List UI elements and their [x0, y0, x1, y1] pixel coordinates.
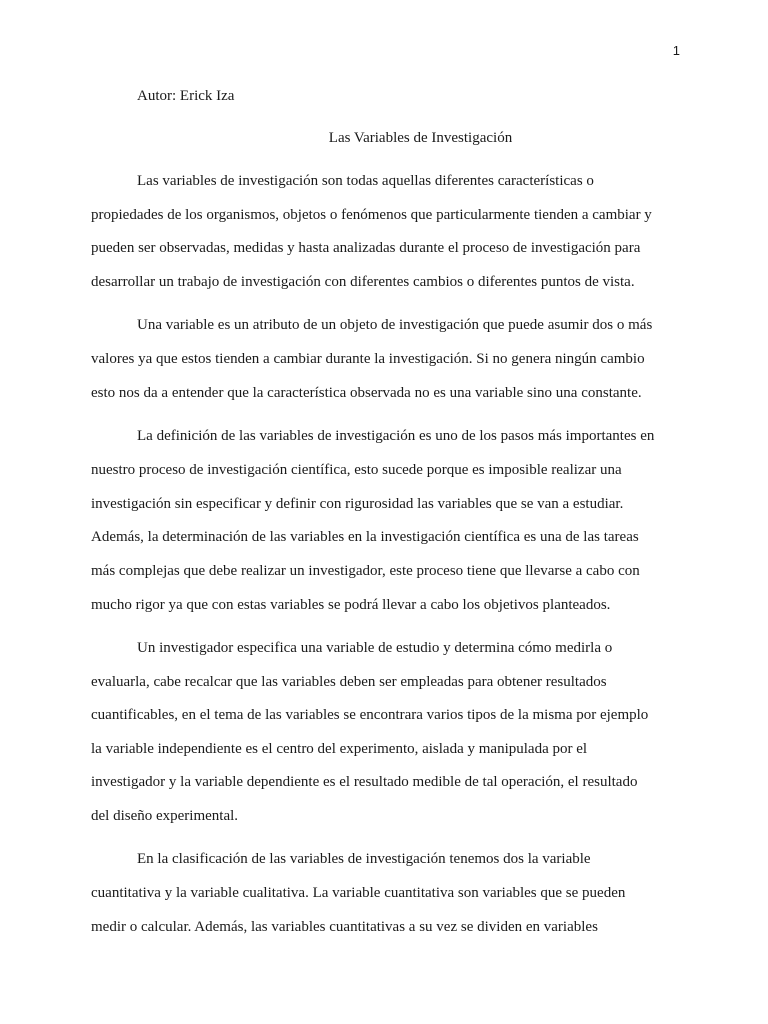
paragraph-line: desarrollar un trabajo de investigación con diferentes cambios o diferentes puntos de vista.	[91, 274, 635, 290]
paragraph-line: medir o calcular. Además, las variables cuantitativas a su vez se dividen en variables	[91, 919, 598, 935]
page-number: 1	[672, 43, 680, 58]
author-line: Autor: Erick Iza	[137, 88, 235, 104]
paragraph-line: del diseño experimental.	[91, 808, 239, 824]
paragraph-line: esto nos da a entender que la característica observada no es una variable sino una constante.	[91, 385, 642, 401]
paragraph-line: mucho rigor ya que con estas variables se podrá llevar a cabo los objetivos planteados.	[91, 597, 611, 613]
paragraph-line: la variable independiente es el centro del experimento, aislada y manipulada por el	[91, 741, 588, 757]
paragraph-line: cuantitativa y la variable cualitativa. La variable cuantitativa son variables que se pueden	[91, 885, 626, 901]
paragraph-line: La definición de las variables de investigación es uno de los pasos más importantes en	[137, 428, 655, 444]
paragraph-line: valores ya que estos tienden a cambiar durante la investigación. Si no genera ningún cambio	[91, 351, 645, 367]
paragraph-line: cuantificables, en el tema de las variables se encontrara varios tipos de la misma por ejemplo	[91, 707, 649, 723]
paragraph-line: Además, la determinación de las variables en la investigación científica es una de las tareas	[91, 529, 639, 545]
paragraph-line: investigador y la variable dependiente es el resultado medible de tal operación, el resultado	[91, 774, 638, 790]
paragraph-line: Un investigador especifica una variable de estudio y determina cómo medirla o	[137, 640, 613, 656]
document-title: Las Variables de Investigación	[328, 130, 513, 146]
paragraph-line: Las variables de investigación son todas aquellas diferentes características o	[137, 173, 594, 189]
paragraph-line: nuestro proceso de investigación científica, esto sucede porque es imposible realizar una	[91, 462, 622, 478]
paragraph-line: evaluarla, cabe recalcar que las variables deben ser empleadas para obtener resultados	[91, 674, 607, 690]
paragraph-line: propiedades de los organismos, objetos o fenómenos que particularmente tienden a cambiar y	[91, 207, 652, 223]
paragraph-line: investigación sin especificar y definir con rigurosidad las variables que se van a estudiar.	[91, 496, 624, 512]
paragraph-line: En la clasificación de las variables de investigación tenemos dos la variable	[137, 851, 591, 867]
paragraph-line: Una variable es un atributo de un objeto de investigación que puede asumir dos o más	[137, 317, 653, 333]
paragraph-line: pueden ser observadas, medidas y hasta analizadas durante el proceso de investigación para	[91, 240, 641, 256]
paragraph-line: más complejas que debe realizar un investigador, este proceso tiene que llevarse a cabo con	[91, 563, 640, 579]
